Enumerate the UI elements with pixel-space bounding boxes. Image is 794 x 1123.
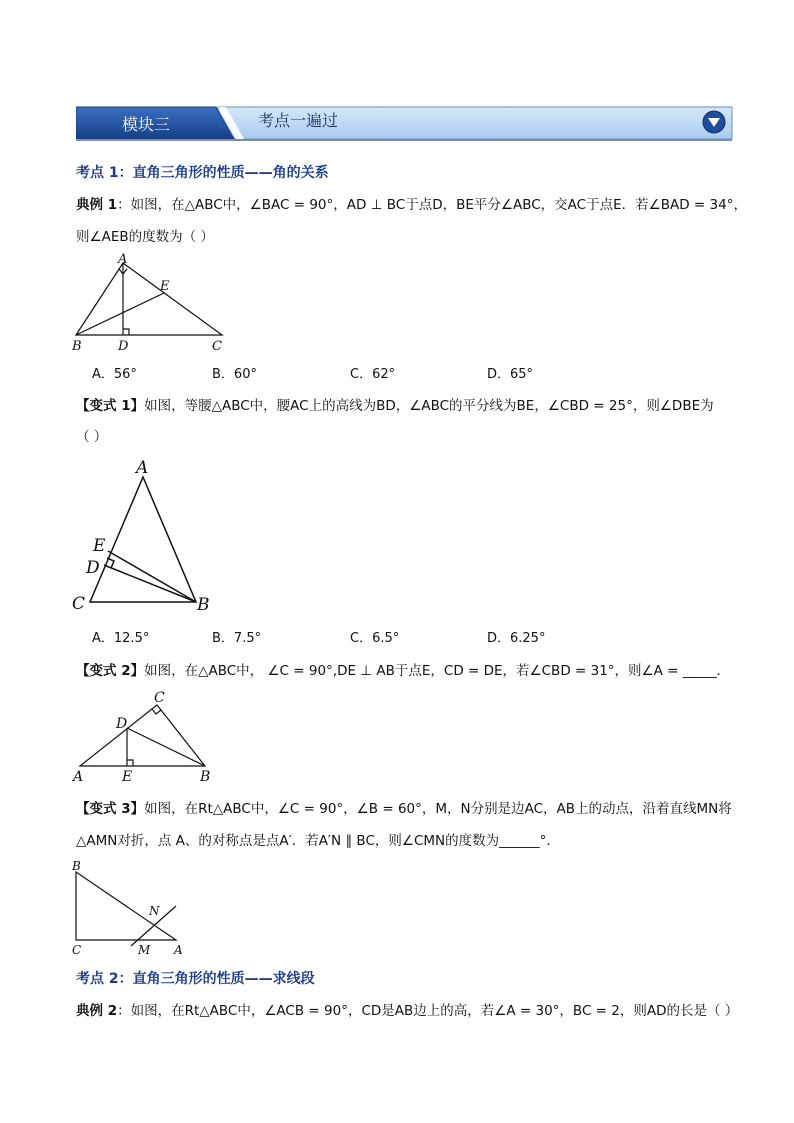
label-a: A: [136, 458, 149, 478]
banner-shape: [76, 106, 734, 142]
label-d: D: [118, 339, 129, 354]
label-e: E: [93, 536, 106, 556]
variant-1-figure: [66, 455, 226, 615]
label-b: B: [72, 859, 81, 873]
variant-2-label: 【变式 2】: [76, 663, 145, 679]
right-angle-mark-d: [123, 329, 129, 335]
chevron-down-circle-icon[interactable]: [702, 110, 726, 134]
label-e: E: [122, 769, 133, 785]
example-1-label: 典例 1: [76, 197, 118, 213]
variant-1-option-c[interactable]: C．6.5°: [350, 631, 400, 646]
label-b: B: [72, 339, 82, 354]
variant-1-option-b[interactable]: B．7.5°: [212, 631, 262, 646]
banner-title: 考点一遍过: [258, 111, 339, 130]
label-c: C: [72, 594, 86, 614]
label-n: N: [149, 904, 160, 918]
example-1-option-c[interactable]: C．62°: [350, 367, 396, 382]
variant-1-option-d[interactable]: D．6.25°: [487, 631, 546, 646]
right-angle-mark-c: [152, 709, 161, 714]
label-a: A: [118, 252, 128, 267]
variant-3-line2: △AMN对折，点 A、的对称点是点A′．若A′N ∥ BC，则∠CMN的度数为______°．: [76, 833, 560, 849]
variant-3-line1: 如图，在Rt△ABC中，∠C = 90°，∠B = 60°，M，N分别是边AC，AB上的动点，沿着直线MN将: [144, 801, 732, 817]
module-banner: [76, 106, 734, 142]
label-c: C: [72, 943, 82, 957]
triangle-abc: [76, 872, 176, 940]
variant-1-label: 【变式 1】: [76, 398, 145, 414]
variant-2-text: [76, 662, 730, 680]
topic-2-title: 考点 2：直角三角形的性质——求线段: [76, 971, 315, 987]
example-1-option-d[interactable]: D．65°: [487, 367, 534, 382]
label-d: D: [86, 558, 100, 578]
example-1-figure: [66, 250, 236, 355]
variant-1-line1: 如图，等腰△ABC中，腰AC上的高线为BD，∠ABC的平分线为BE，∠CBD = 25°，则∠DBE为: [144, 398, 714, 414]
label-m: M: [138, 943, 151, 957]
example-1-line1: ：如图，在△ABC中，∠BAC = 90°，AD ⊥ BC于点D，BE平分∠ABC，交AC于点E．若∠BAD = 34°，: [117, 197, 747, 213]
variant-3-figure: [66, 858, 206, 958]
variant-3-label: 【变式 3】: [76, 801, 145, 817]
segment-bd: [127, 728, 205, 766]
variant-1-text: [76, 397, 714, 415]
example-1-option-a[interactable]: A．56°: [92, 367, 137, 382]
topic-1-title: 考点 1：直角三角形的性质——角的关系: [76, 165, 329, 181]
example-2-label: 典例 2: [76, 1003, 118, 1019]
label-a: A: [73, 769, 84, 785]
variant-3-text: [76, 800, 732, 818]
triangle-abc: [90, 477, 196, 602]
variant-2-figure: [66, 686, 226, 786]
label-b: B: [197, 595, 210, 615]
label-e: E: [160, 279, 170, 294]
example-2-text: [76, 1002, 738, 1020]
example-1-text: [76, 196, 747, 214]
label-c: C: [212, 339, 222, 354]
variant-1-option-a[interactable]: A．12.5°: [92, 631, 150, 646]
example-1-line2: 则∠AEB的度数为（ ）: [76, 229, 214, 245]
label-d: D: [116, 716, 128, 732]
right-angle-mark-e: [127, 760, 133, 766]
segment-be: [108, 551, 196, 602]
example-2-line1: ：如图，在Rt△ABC中，∠ACB = 90°，CD是AB边上的高，若∠A = 30°，BC = 2，则AD的长是（ ）: [117, 1003, 739, 1019]
variant-2-line1: 如图，在△ABC中， ∠C = 90°,DE ⊥ AB于点E，CD = DE，若∠CBD = 31°，则∠A = _____．: [144, 663, 731, 679]
label-b: B: [200, 769, 211, 785]
example-1-option-b[interactable]: B．60°: [212, 367, 257, 382]
variant-1-line2: （ ）: [76, 429, 108, 445]
module-label: 模块三: [122, 115, 171, 134]
label-c: C: [154, 690, 165, 706]
label-a: A: [174, 943, 183, 957]
